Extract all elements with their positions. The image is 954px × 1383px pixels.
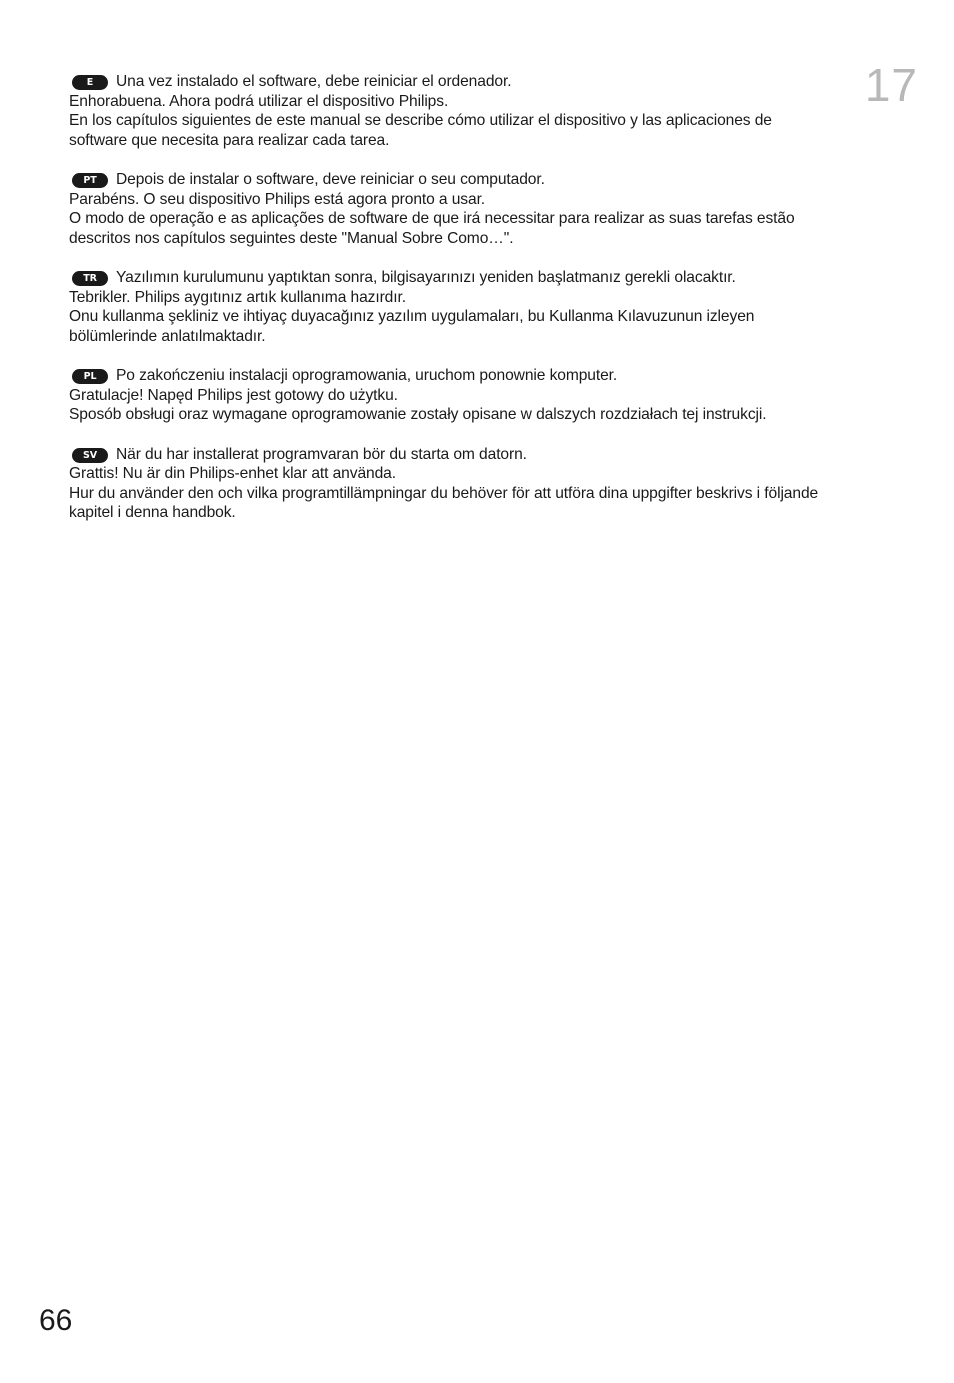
section-text: Po zakończeniu instalacji oprogramowania, uruchom ponownie komputer.	[116, 367, 618, 384]
section-line	[69, 72, 869, 92]
section-text: Una vez instalado el software, debe reiniciar el ordenador.	[116, 73, 512, 90]
section-sv	[69, 445, 869, 523]
page-number: 66	[39, 1304, 73, 1337]
section-line: Grattis! Nu är din Philips-enhet klar att använda.	[69, 465, 396, 482]
section-text: När du har installerat programvaran bör du starta om datorn.	[116, 445, 527, 463]
step-number: 17	[864, 59, 918, 111]
section-text: Depois de instalar o software, deve reiniciar o seu computador.	[116, 171, 545, 188]
section-line: Gratulacje! Napęd Philips jest gotowy do użytku.	[69, 386, 398, 404]
section-line	[69, 170, 869, 190]
section-line	[69, 366, 869, 386]
section-line	[69, 268, 869, 288]
section-tr	[69, 268, 869, 346]
section-pt	[69, 170, 869, 248]
section-line: Sposób obsługi oraz wymagane oprogramowanie zostały opisane w dalszych rozdziałach tej instrukcji.	[69, 406, 767, 423]
section-es	[69, 72, 869, 150]
language-badge-es: E	[72, 75, 108, 90]
page-content	[69, 72, 869, 543]
section-line: Hur du använder den och vilka programtillämpningar du behöver för att utföra dina uppgifter beskrivs i följande kapitel i denna handbok.	[69, 484, 819, 521]
section-line	[69, 445, 869, 465]
language-badge-sv: SV	[72, 448, 108, 463]
language-badge-pl: PL	[72, 369, 108, 384]
section-text: Yazılımın kurulumunu yaptıktan sonra, bilgisayarınızı yeniden başlatmanız gerekli olacaktır.	[116, 269, 736, 286]
section-line: O modo de operação e as aplicações de software de que irá necessitar para realizar as suas tarefas estão descritos nos capítulos seguintes deste "Manual Sobre Como…".	[69, 210, 795, 247]
section-pl	[69, 366, 869, 425]
language-badge-tr: TR	[72, 271, 108, 286]
section-line: Tebrikler. Philips aygıtınız artık kullanıma hazırdır.	[69, 288, 406, 306]
section-line: Parabéns. O seu dispositivo Philips está agora pronto a usar.	[69, 190, 486, 208]
section-line: Enhorabuena. Ahora podrá utilizar el dispositivo Philips.	[69, 92, 449, 110]
language-badge-pt: PT	[72, 173, 108, 188]
section-line: En los capítulos siguientes de este manual se describe cómo utilizar el dispositivo y las aplicaciones de software que necesita para realizar cada tarea.	[69, 112, 772, 149]
section-line: Onu kullanma şekliniz ve ihtiyaç duyacağınız yazılım uygulamaları, bu Kullanma Kılavuzunun izleyen bölümlerinde anlatılmaktadır.	[69, 308, 755, 345]
